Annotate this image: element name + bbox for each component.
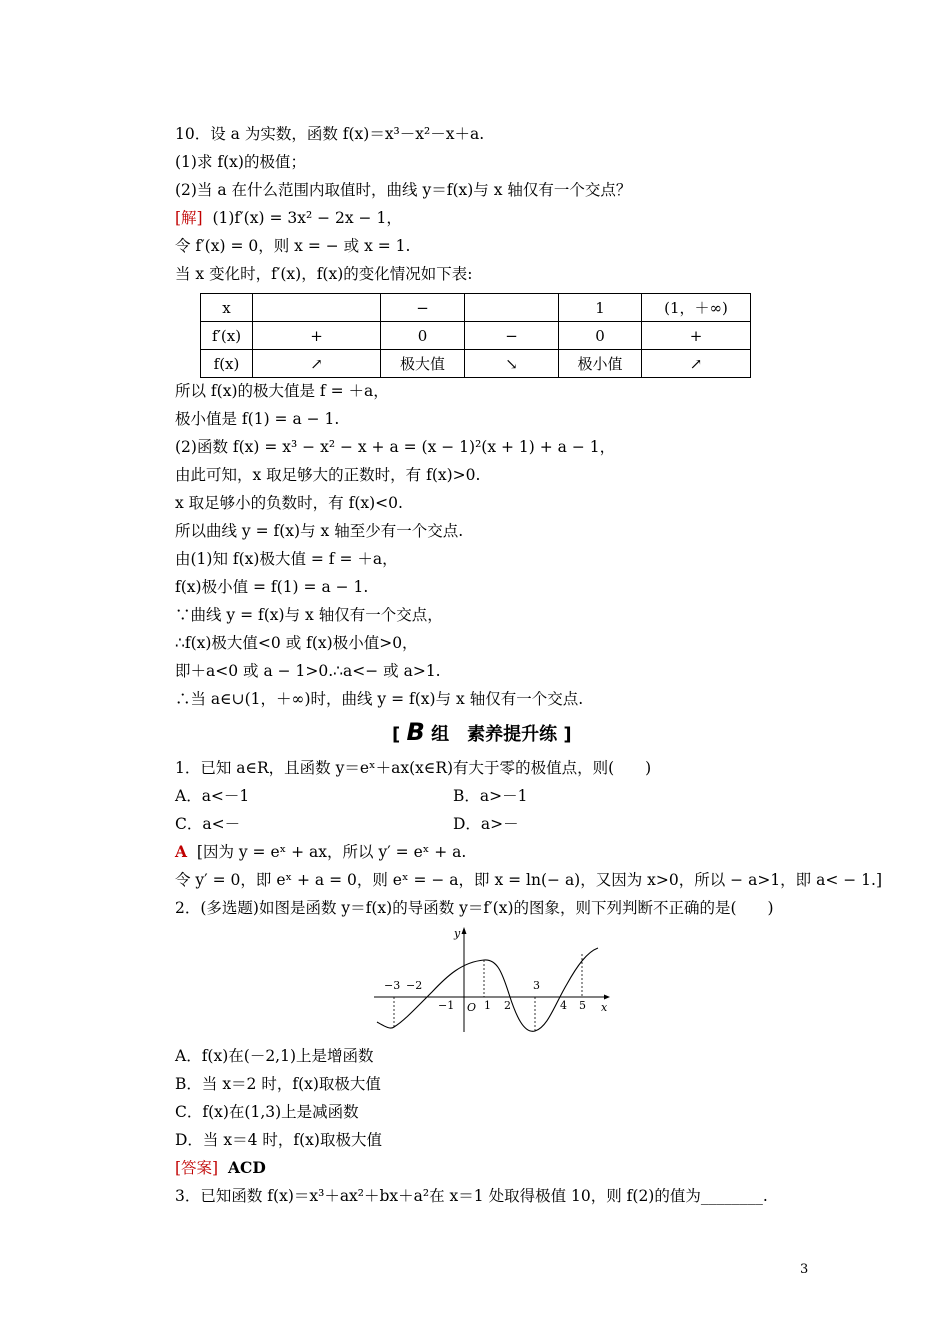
problem-1-explain-2: 令 y′ = 0，即 eˣ + a = 0，则 eˣ = − a，即 x = ln(− a)，又因为 x>0，所以 − a>1，即 a< − 1.] xyxy=(175,871,883,889)
tick-label: 4 xyxy=(560,999,567,1012)
tick-label: −3 xyxy=(384,979,401,992)
section-banner: [ B 组 素养提升练 ] xyxy=(392,718,572,746)
table-row xyxy=(201,350,751,378)
tick-label: 2 xyxy=(504,999,511,1012)
solution-step-9: 所以曲线 y = f(x)与 x 轴至少有一个交点. xyxy=(175,522,464,540)
problem-1-stem: 1．已知 a∈R，且函数 y＝eˣ＋ax(x∈R)有大于零的极值点，则( ) xyxy=(175,759,652,777)
origin-label: O xyxy=(467,1001,477,1014)
banner-text: 组 素养提升练 xyxy=(431,724,558,745)
solution-step-15: ∴当 a∈∪(1，＋∞)时，曲线 y = f(x)与 x 轴仅有一个交点. xyxy=(175,690,584,708)
problem-10-q1: (1)求 f(x)的极值； xyxy=(175,153,306,171)
tick-label: 5 xyxy=(579,999,586,1012)
problem-2-answer: ACD xyxy=(227,1158,266,1177)
solution-step-6: (2)函数 f(x) = x³ − x² − x + a = (x − 1)²(x + 1) + a − 1， xyxy=(175,438,616,456)
solution-step-14: 即＋a<0 或 a − 1>0.∴a<− 或 a>1. xyxy=(175,662,441,680)
problem-2-option-b: B．当 x＝2 时，f(x)取极大值 xyxy=(175,1075,381,1093)
problem-1-option-c: C．a<－ xyxy=(175,815,241,833)
table-cell: f′(x) xyxy=(201,322,253,350)
answer-tag: [答案] xyxy=(175,1159,219,1177)
table-cell: 极小值 xyxy=(559,350,642,378)
problem-2-option-d: D．当 x＝4 时，f(x)取极大值 xyxy=(175,1131,382,1149)
table-cell xyxy=(253,294,381,322)
solution-step-7: 由此可知，x 取足够大的正数时，有 f(x)>0. xyxy=(175,466,481,484)
table-cell: ↘ xyxy=(465,350,559,378)
table-cell: − xyxy=(381,294,465,322)
page-number: 3 xyxy=(800,1262,809,1277)
problem-10-q2: (2)当 a 在什么范围内取值时，曲线 y＝f(x)与 x 轴仅有一个交点？ xyxy=(175,181,632,199)
solution-step-1: (1)f′(x) = 3x² − 2x − 1， xyxy=(212,209,402,227)
tick-label: −1 xyxy=(438,999,455,1012)
solution-step-12: ∵曲线 y = f(x)与 x 轴仅有一个交点， xyxy=(175,606,443,624)
problem-2-option-a: A．f(x)在(－2,1)上是增函数 xyxy=(175,1047,374,1065)
banner-letter: B xyxy=(406,718,425,746)
table-cell: + xyxy=(253,322,381,350)
solution-step-3: 当 x 变化时，f′(x)，f(x)的变化情况如下表: xyxy=(175,265,473,283)
y-axis-label: y xyxy=(454,927,461,940)
problem-1-option-b: B．a>－1 xyxy=(453,787,528,805)
variation-table xyxy=(200,293,751,378)
problem-1-explain-1: [因为 y = eˣ + ax，所以 y′ = eˣ + a. xyxy=(196,843,467,861)
table-cell: (1，＋∞) xyxy=(642,294,751,322)
problem-1-explain-line-1 xyxy=(175,841,466,863)
table-cell: f(x) xyxy=(201,350,253,378)
problem-1-option-a: A．a<－1 xyxy=(175,787,250,805)
problem-1-answer: A xyxy=(175,842,188,861)
solution-step-2: 令 f′(x) = 0，则 x = − 或 x = 1. xyxy=(175,237,411,255)
x-axis-label: x xyxy=(601,1001,608,1014)
solution-step-4: 所以 f(x)的极大值是 f = ＋a， xyxy=(175,382,389,400)
tick-label: 1 xyxy=(484,999,491,1012)
solution-step-13: ∴f(x)极大值<0 或 f(x)极小值>0， xyxy=(175,634,418,652)
y-axis-arrow xyxy=(462,927,467,934)
problem-10-title: 10．设 a 为实数，函数 f(x)＝x³－x²－x＋a. xyxy=(175,125,485,143)
table-cell: + xyxy=(642,322,751,350)
tick-label: 3 xyxy=(533,979,540,992)
table-cell: 1 xyxy=(559,294,642,322)
derivative-graph xyxy=(372,924,612,1036)
table-cell: 0 xyxy=(559,322,642,350)
solution-step-11: f(x)极小值 = f(1) = a − 1. xyxy=(175,578,369,596)
table-cell: x xyxy=(201,294,253,322)
table-cell xyxy=(465,294,559,322)
solution-tag: [解] xyxy=(175,209,203,227)
table-cell: ↗ xyxy=(642,350,751,378)
table-cell: − xyxy=(465,322,559,350)
problem-2-answer-line xyxy=(175,1157,266,1179)
problem-2-option-c: C．f(x)在(1,3)上是减函数 xyxy=(175,1103,359,1121)
solution-line-1 xyxy=(175,207,402,229)
tick-label: −2 xyxy=(406,979,423,992)
table-cell: 极大值 xyxy=(381,350,465,378)
problem-2-stem: 2．(多选题)如图是函数 y＝f(x)的导函数 y＝f′(x)的图象，则下列判断不正确的是( ) xyxy=(175,899,774,917)
problem-1-option-d: D．a>－ xyxy=(453,815,519,833)
table-row xyxy=(201,322,751,350)
solution-step-5: 极小值是 f(1) = a − 1. xyxy=(175,410,340,428)
solution-step-8: x 取足够小的负数时，有 f(x)<0. xyxy=(175,494,403,512)
table-row xyxy=(201,294,751,322)
solution-step-10: 由(1)知 f(x)极大值 = f = ＋a， xyxy=(175,550,398,568)
table-cell: ↗ xyxy=(253,350,381,378)
problem-3-stem: 3．已知函数 f(x)＝x³＋ax²＋bx＋a²在 x＝1 处取得极值 10，则 f(2)的值为________. xyxy=(175,1187,768,1205)
table-cell: 0 xyxy=(381,322,465,350)
x-axis-arrow xyxy=(604,995,610,1000)
